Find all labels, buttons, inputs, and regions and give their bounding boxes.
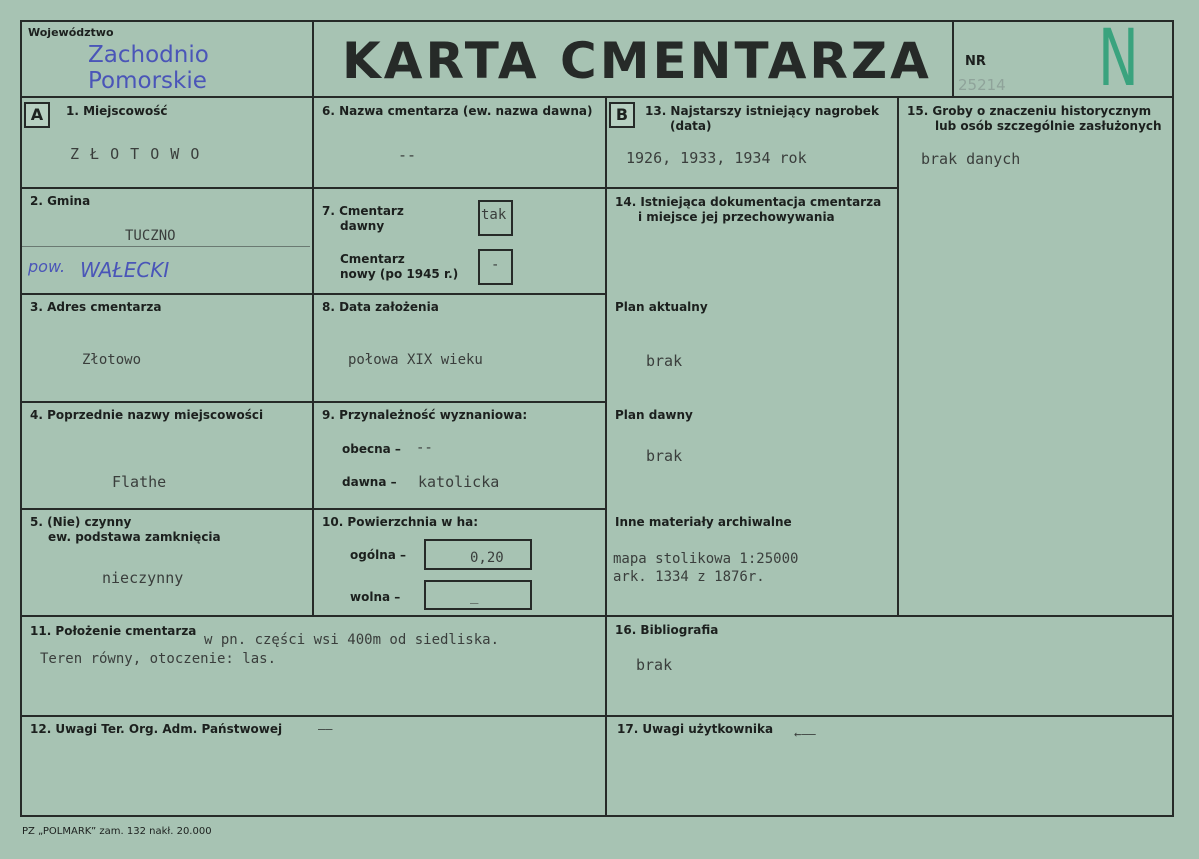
field-5-label-line2: ew. podstawa zamknięcia — [48, 530, 221, 544]
field-13-label-line2: (data) — [670, 119, 712, 133]
other-materials-line1: mapa stolikowa 1:25000 — [613, 551, 799, 567]
nr-faint-number: 25214 — [958, 76, 1006, 94]
plan-current-label: Plan aktualny — [615, 300, 708, 314]
field-7-label-new-2: nowy (po 1945 r.) — [340, 267, 459, 281]
field-4-value: Flathe — [112, 473, 167, 491]
field-9-current-label: obecna – — [342, 442, 401, 456]
field-7-old-value: tak — [481, 207, 507, 223]
plan-old-label: Plan dawny — [615, 408, 693, 422]
header-col1 — [312, 20, 314, 617]
field-15-value: brak danych — [921, 150, 1021, 168]
field-15-label-line2: lub osób szczególnie zasłużonych — [935, 119, 1162, 133]
field-2-pow-prefix: pow. — [28, 257, 66, 276]
field-17-value: ←—— — [794, 727, 816, 741]
field-6-label: 6. Nazwa cmentarza (ew. nazwa dawna) — [322, 104, 593, 118]
section-b-badge: B — [609, 102, 635, 128]
field-7-label-old-1: 7. Cmentarz — [322, 204, 404, 218]
plan-old-value: brak — [646, 447, 683, 465]
field-9-label: 9. Przynależność wyznaniowa: — [322, 408, 528, 422]
field-2-value: TUCZNO — [125, 228, 176, 244]
frame-right — [1172, 20, 1174, 817]
header-divider — [20, 96, 1174, 98]
field-1-label: 1. Miejscowość — [66, 104, 168, 118]
field-13-value: 1926, 1933, 1934 rok — [626, 149, 807, 167]
field-6-value: -- — [398, 146, 417, 164]
field-7-label-old-2: dawny — [340, 219, 385, 233]
field-7-label-new-1: Cmentarz — [340, 252, 405, 266]
wojewodztwo-label: Województwo — [28, 26, 114, 39]
field-11-value-line1: w pn. części wsi 400m od siedliska. — [204, 632, 500, 648]
field-5-label-line1: 5. (Nie) czynny — [30, 515, 132, 529]
col-b — [605, 96, 607, 817]
field-10-total-value: 0,20 — [470, 550, 504, 566]
row1-b — [605, 187, 899, 189]
field-4-label: 4. Poprzednie nazwy miejscowości — [30, 408, 264, 422]
field-15-label-line1: 15. Groby o znaczeniu historycznym — [907, 104, 1152, 118]
field-16-label: 16. Bibliografia — [615, 623, 719, 637]
row1-left — [20, 187, 607, 189]
field-11-value-line2: Teren równy, otoczenie: las. — [40, 651, 277, 667]
row4-left — [20, 508, 607, 510]
field-9-current-value: -- — [416, 440, 433, 456]
field-10-free-label: wolna – — [350, 590, 401, 604]
col-15 — [897, 96, 899, 617]
field-13-label-line1: 13. Najstarszy istniejący nagrobek — [645, 104, 879, 118]
printer-imprint: PZ „POLMARK” zam. 132 nakł. 20.000 — [22, 826, 212, 837]
field-12-label: 12. Uwagi Ter. Org. Adm. Państwowej — [30, 722, 283, 736]
field-8-label: 8. Data założenia — [322, 300, 439, 314]
row6-full — [20, 715, 1174, 717]
field-1-value: Z Ł O T O W O — [70, 145, 201, 163]
field-14-label-line1: 14. Istniejąca dokumentacja cmentarza — [615, 195, 882, 209]
field-3-value: Złotowo — [82, 352, 142, 368]
frame-left — [20, 20, 22, 817]
wojewodztwo-value-line1: Zachodnio — [88, 42, 209, 68]
field-9-former-value: katolicka — [418, 473, 500, 491]
field-14-label-line2: i miejsce jej przechowywania — [638, 210, 835, 224]
field-10-free-value: _ — [470, 588, 479, 604]
field-8-value: połowa XIX wieku — [348, 352, 483, 368]
wojewodztwo-value-line2: Pomorskie — [88, 68, 207, 94]
field-17-label: 17. Uwagi użytkownika — [617, 722, 774, 736]
row2-left — [20, 293, 607, 295]
plan-current-value: brak — [646, 352, 683, 370]
field-2-label: 2. Gmina — [30, 194, 91, 208]
header-col2 — [952, 20, 954, 98]
row5-full — [20, 615, 1174, 617]
gmina-underline — [22, 246, 310, 247]
field-11-label: 11. Położenie cmentarza — [30, 624, 197, 638]
row3-left — [20, 401, 607, 403]
card-title: KARTA CMENTARZA — [342, 32, 932, 90]
field-16-value: brak — [636, 656, 673, 674]
nr-label: NR — [965, 54, 986, 69]
field-10-total-label: ogólna – — [350, 548, 407, 562]
field-10-label: 10. Powierzchnia w ha: — [322, 515, 479, 529]
other-materials-label: Inne materiały archiwalne — [615, 515, 792, 529]
field-5-value: nieczynny — [102, 569, 184, 587]
frame-top — [20, 20, 1174, 22]
field-7-new-value: - — [491, 257, 500, 273]
nr-stamp: N — [1098, 14, 1139, 104]
field-12-value: —— — [318, 722, 333, 736]
frame-bottom — [20, 815, 1174, 817]
section-a-badge: A — [24, 102, 50, 128]
field-3-label: 3. Adres cmentarza — [30, 300, 162, 314]
other-materials-line2: ark. 1334 z 1876r. — [613, 569, 765, 585]
field-9-former-label: dawna – — [342, 475, 397, 489]
field-2-pow-value: WAŁECKI — [80, 258, 170, 282]
